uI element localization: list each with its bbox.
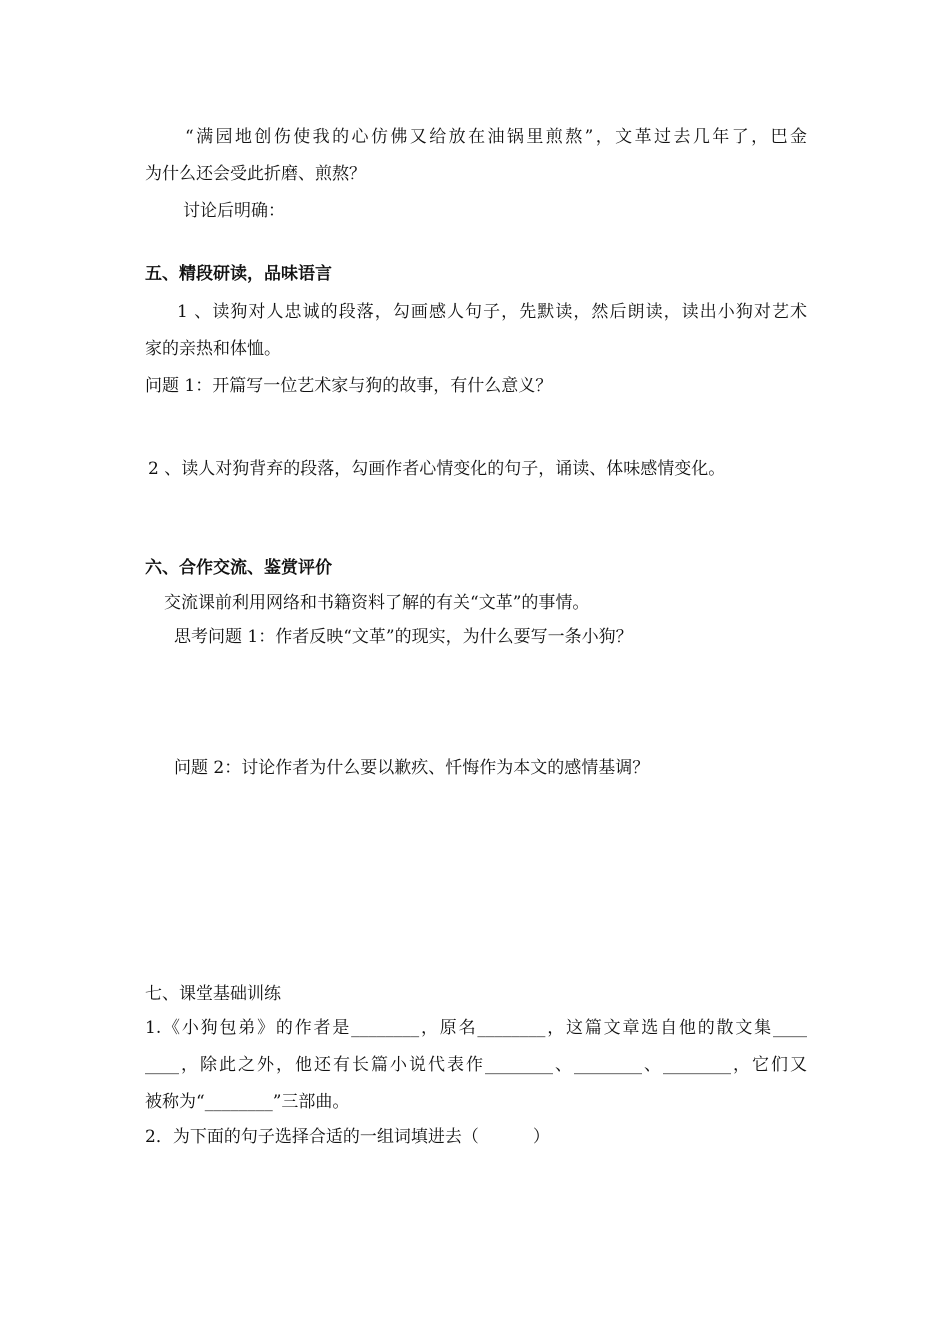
question-line: 思考问题 1：作者反映“文革”的现实，为什么要写一条小狗？: [174, 627, 633, 647]
section-heading-7: 七、课堂基础训练: [145, 984, 281, 1004]
paragraph-line: 为什么还会受此折磨、煎熬？: [145, 164, 366, 184]
exercise-line: 2．为下面的句子选择合适的一组词填进去（ ）: [145, 1127, 550, 1147]
paragraph-line: 讨论后明确：: [183, 201, 285, 221]
paragraph-line: 1 、读狗对人忠诚的段落，勾画感人句子，先默读，然后朗读，读出小狗对艺术: [177, 302, 807, 322]
exercise-line: ____，除此之外，他还有长篇小说代表作________、________、________，它们又: [145, 1055, 807, 1075]
section-heading-6: 六、合作交流、鉴赏评价: [145, 558, 332, 578]
question-line: 问题 2：讨论作者为什么要以歉疚、忏悔作为本文的感情基调？: [174, 758, 650, 778]
section-heading-5: 五、精段研读，品味语言: [145, 264, 332, 284]
paragraph-line: 家的亲热和体恤。: [145, 339, 281, 359]
exercise-line: 被称为“________”三部曲。: [145, 1092, 350, 1112]
paragraph-line: “满园地创伤使我的心仿佛又给放在油锅里煎熬”，文革过去几年了，巴金: [185, 127, 807, 147]
exercise-line: 1.《小狗包弟》的作者是________，原名________，这篇文章选自他的散文集____: [145, 1018, 807, 1038]
paragraph-line: 交流课前利用网络和书籍资料了解的有关“文革”的事情。: [164, 593, 590, 613]
paragraph-line: 2 、读人对狗背弃的段落，勾画作者心情变化的句子，诵读、体味感情变化。: [148, 459, 726, 479]
question-line: 问题 1：开篇写一位艺术家与狗的故事，有什么意义？: [145, 376, 553, 396]
